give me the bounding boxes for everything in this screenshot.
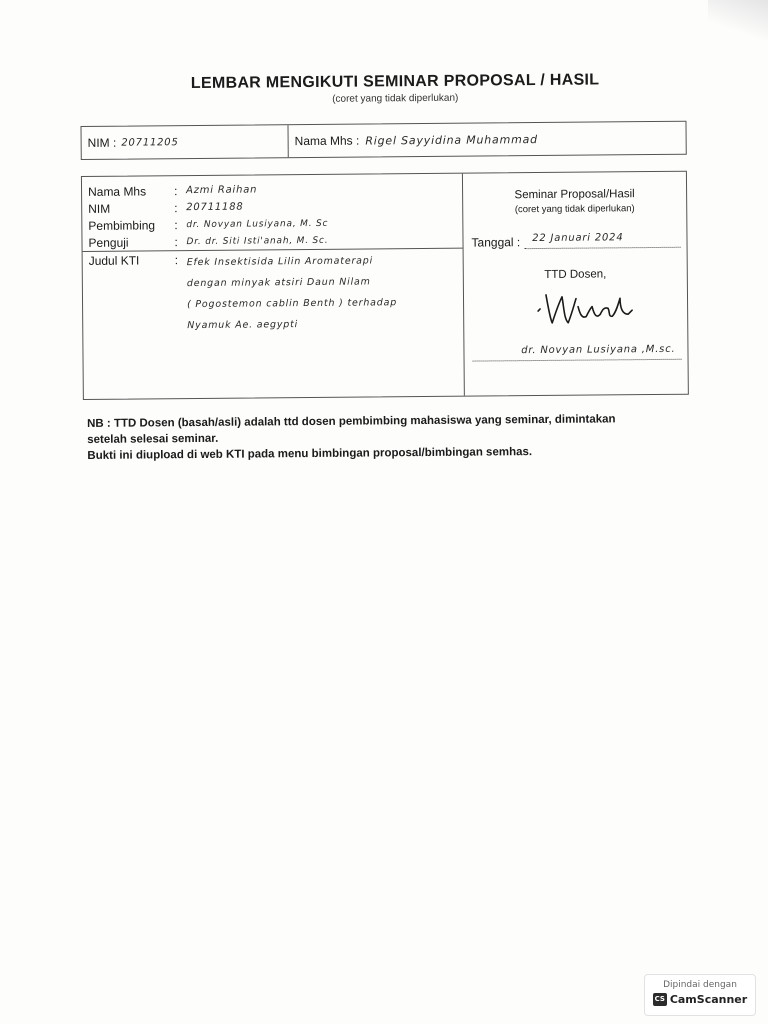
row-colon: : — [174, 200, 178, 215]
row-value: Azmi Raihan — [186, 184, 258, 197]
kti-line: Nyamuk Ae. aegypti — [187, 319, 299, 332]
ttd-label: TTD Dosen, — [544, 268, 607, 281]
dosen-name: dr. Novyan Lusiyana ,M.sc. — [472, 344, 681, 362]
row-label: Nama Mhs — [87, 183, 147, 199]
note-line: NB : TTD Dosen (basah/asli) adalah ttd dosen pembimbing mahasiswa yang seminar, dimintakan — [87, 413, 616, 430]
signature-icon — [534, 284, 644, 329]
kti-line: ( Pogostemon cablin Benth ) terhadap — [187, 297, 398, 311]
page-subtitle: (coret yang tidak diperlukan) — [332, 92, 459, 105]
signature-panel — [463, 172, 688, 396]
row-label: Penguji — [88, 235, 129, 250]
scan-shadow — [708, 0, 768, 40]
tanggal-field — [471, 232, 686, 250]
row-value: dr. Novyan Lusiyana, M. Sc — [186, 218, 329, 230]
camscanner-watermark — [644, 974, 756, 1016]
nama-value: Rigel Sayyidina Muhammad — [365, 132, 538, 148]
row-colon: : — [174, 252, 179, 267]
student-box — [80, 121, 686, 160]
kti-title-text — [186, 255, 398, 336]
note-line: Bukti ini diupload di web KTI pada menu bimbingan proposal/bimbingan semhas. — [87, 446, 533, 462]
row-value: 20711188 — [186, 201, 244, 214]
form-page — [80, 65, 710, 462]
notes-block — [87, 410, 717, 463]
row-colon: : — [174, 234, 178, 249]
row-value: Dr. dr. Siti Isti'anah, M. Sc. — [186, 235, 329, 247]
note-line: setelah selesai seminar. — [87, 432, 219, 446]
nim-value: 20711205 — [121, 136, 179, 149]
watermark-brand: CamScanner — [669, 993, 748, 1006]
kti-line: Efek Insektisida Lilin Aromaterapi — [186, 255, 374, 269]
row-label: Pembimbing — [88, 217, 156, 233]
watermark-caption: Dipindai dengan — [663, 980, 737, 990]
tanggal-label: Tanggal : — [471, 235, 521, 250]
nim-label: NIM : — [87, 135, 117, 150]
row-label: Judul KTI — [88, 252, 140, 268]
row-label: NIM — [88, 201, 111, 216]
row-colon: : — [174, 217, 178, 232]
detail-left — [82, 174, 465, 399]
tanggal-value: 22 Januari 2024 — [524, 232, 680, 249]
detail-box — [81, 171, 689, 400]
nama-cell — [288, 122, 685, 157]
nama-label: Nama Mhs : — [294, 133, 360, 149]
kti-line: dengan minyak atsiri Daun Nilam — [186, 276, 371, 290]
seminar-title: Seminar Proposal/Hasil — [514, 188, 635, 202]
camscanner-logo-icon: CS — [653, 993, 667, 1006]
watermark-brand-row — [645, 993, 755, 1006]
seminar-subtitle: (coret yang tidak diperlukan) — [514, 203, 635, 216]
row-colon: : — [173, 183, 178, 198]
nim-cell — [81, 125, 288, 159]
page-title: LEMBAR MENGIKUTI SEMINAR PROPOSAL / HASIL — [190, 71, 600, 93]
